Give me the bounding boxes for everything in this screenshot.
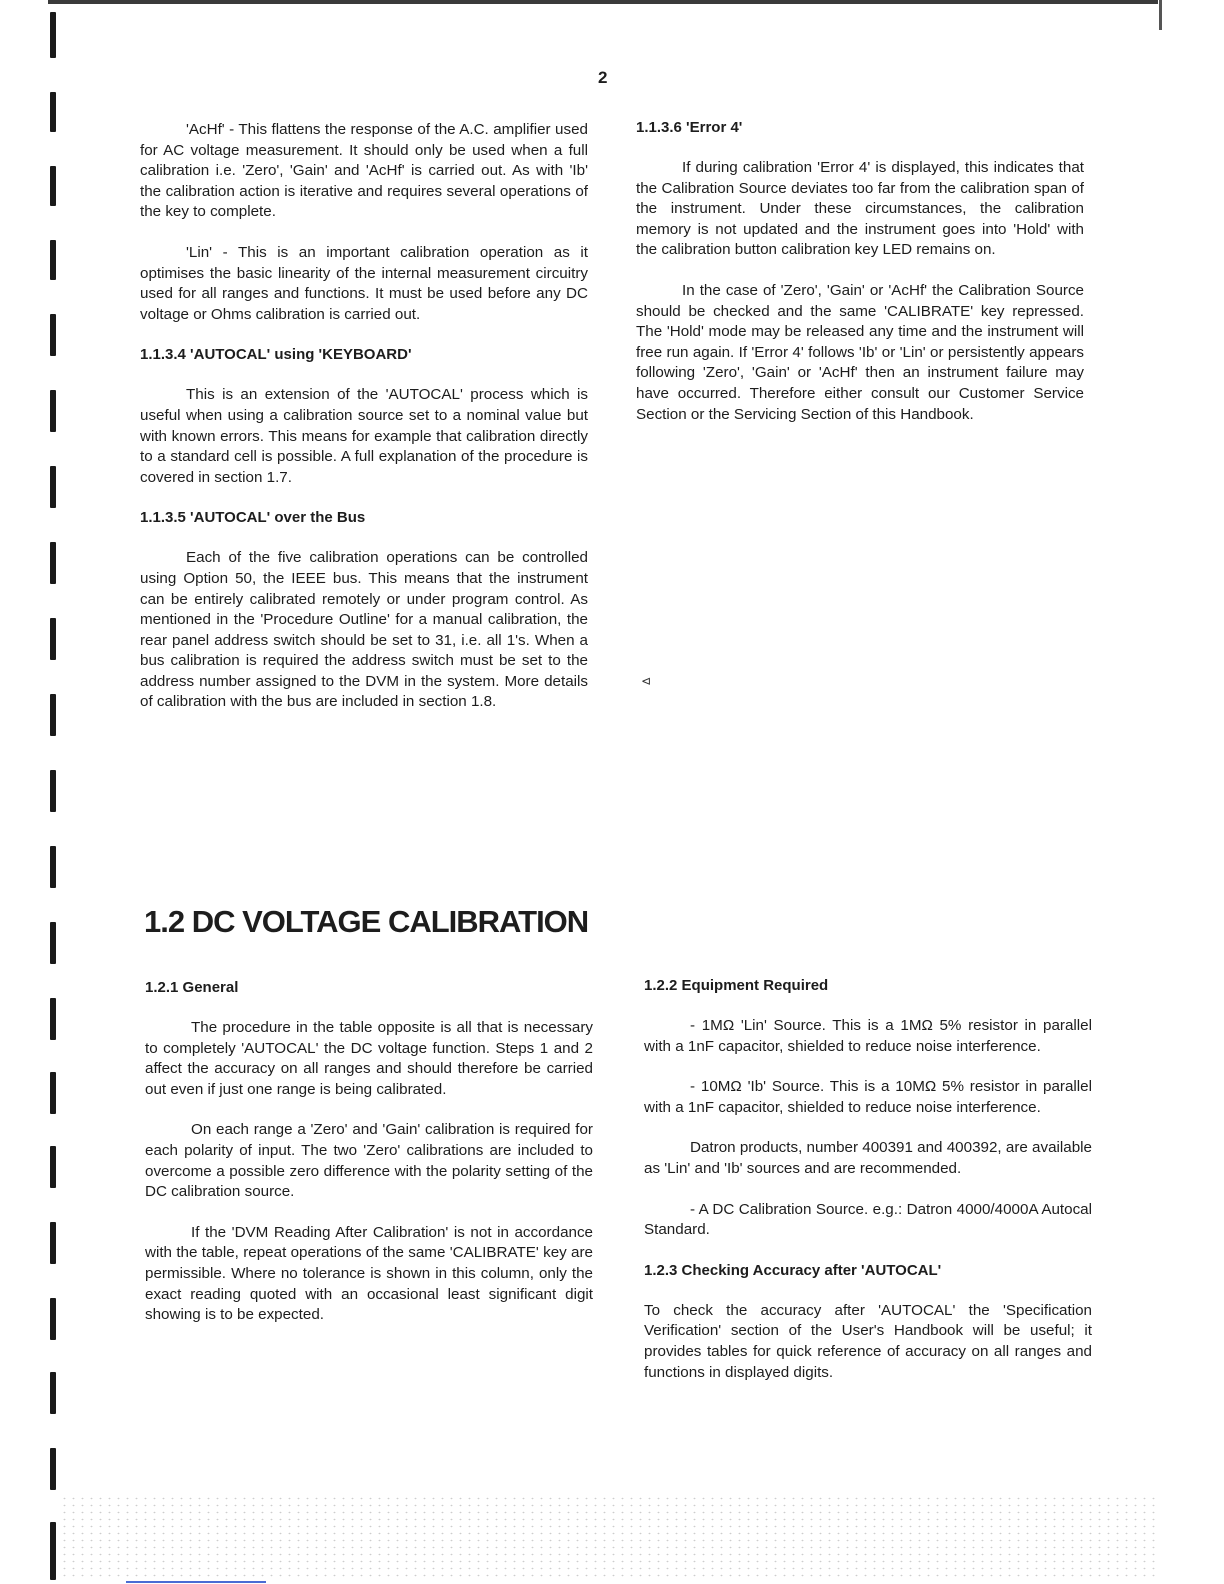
lower-right-column	[644, 976, 1092, 1403]
paragraph: 'Lin' - This is an important calibration operation as it optimises the basic linearity of the internal measurement circuitry used for all ranges and functions. It must be used before any DC voltage or Ohms calibration is carried out.	[140, 243, 588, 323]
paragraph: On each range a 'Zero' and 'Gain' calibration is required for each polarity of input. The two 'Zero' calibrations are included to overcome a possible zero difference with the polarity setting of the DC calibration source.	[145, 1121, 593, 1201]
section-heading: 1.2.1 General	[145, 979, 239, 996]
scan-noise	[60, 1495, 1160, 1580]
section-heading: 1.2.2 Equipment Required	[644, 977, 829, 994]
paragraph: If during calibration 'Error 4' is displayed, this indicates that the Calibration Source deviates too far from the calibration span of the instrument. Under these circumstances, the calibration memory is not updated and the instrument goes into 'Hold' with the calibration button calibration key LED remains on.	[636, 159, 1084, 259]
paragraph: In the case of 'Zero', 'Gain' or 'AcHf' the Calibration Source should be checked and the same 'CALIBRATE' key repressed. The 'Hold' mode may be released any time and the instrument will free run again. If 'Error 4' follows 'Ib' or 'Lin' or persistently appears following 'Zero', 'Gain' or 'AcHf' then an instrument failure may have occurred. Therefore either consult our Customer Service Section or the Servicing Section of this Handbook.	[636, 281, 1084, 423]
section-heading: 1.1.3.4 'AUTOCAL' using 'KEYBOARD'	[140, 346, 412, 364]
paragraph: 'AcHf' - This flattens the response of the A.C. amplifier used for AC voltage measurement. It should only be used when a full calibration i.e. 'Zero', 'Gain' and 'AcHf' is carried out. As with 'Ib' the calibration action is iterative and requires several operations of the key to complete.	[140, 121, 588, 221]
paragraph: Datron products, number 400391 and 400392, are available as 'Lin' and 'Ib' sources and are recommended.	[644, 1139, 1092, 1177]
bottom-rule	[126, 1581, 266, 1583]
section-heading: 1.1.3.6 'Error 4'	[636, 119, 743, 136]
paragraph: The procedure in the table opposite is all that is necessary to completely 'AUTOCAL' the DC voltage function. Steps 1 and 2 affect the accuracy on all ranges and should therefore be carried out even if just one range is being calibrated.	[145, 1019, 593, 1098]
lower-left-column	[145, 978, 593, 1346]
paragraph: - 1MΩ 'Lin' Source. This is a 1MΩ 5% resistor in parallel with a 1nF capacitor, shielded to reduce noise interference.	[644, 1017, 1092, 1055]
section-heading: 1.1.3.5 'AUTOCAL' over the Bus	[140, 509, 366, 527]
left-column	[140, 120, 588, 733]
paragraph: - A DC Calibration Source. e.g.: Datron 4000/4000A Autocal Standard.	[644, 1200, 1092, 1239]
paragraph: This is an extension of the 'AUTOCAL' process which is useful when using a calibration source set to a nominal value but with known errors. This means for example that calibration directly to a standard cell is possible. A full explanation of the procedure is covered in section 1.7.	[140, 386, 588, 486]
scan-top-edge	[48, 0, 1158, 4]
right-column	[636, 118, 1084, 445]
stray-mark: ⊲	[641, 674, 652, 688]
paragraph: Each of the five calibration operations can be controlled using Option 50, the IEEE bus. This means that the instrument can be entirely calibrated remotely or under program control. As mentioned in the 'Procedure Outline' for a manual calibration, the rear panel address switch should be set to 31, i.e. all 1's. When a bus calibration is required the address switch must be set to the address number assigned to the DVM in the system. More details of calibration with the bus are included in section 1.8.	[140, 549, 588, 711]
section-title: 1.2 DC VOLTAGE CALIBRATION	[144, 904, 589, 939]
paragraph: To check the accuracy after 'AUTOCAL' the 'Specification Verification' section of the User's Handbook will be useful; it provides tables for quick reference of accuracy on all ranges and functions in displayed digits.	[644, 1301, 1092, 1381]
section-heading: 1.2.3 Checking Accuracy after 'AUTOCAL'	[644, 1261, 942, 1279]
page-number: 2	[598, 68, 608, 87]
binding-strip	[44, 0, 66, 1584]
paragraph: If the 'DVM Reading After Calibration' is not in accordance with the table, repeat operations of the same 'CALIBRATE' key are permissible. Where no tolerance is shown in this column, only the exact reading quoted with an occasional least significant digit showing is to be expected.	[145, 1223, 593, 1324]
scan-right-edge	[1159, 0, 1162, 30]
paragraph: - 10MΩ 'Ib' Source. This is a 10MΩ 5% resistor in parallel with a 1nF capacitor, shielded to reduce noise interference.	[644, 1078, 1092, 1116]
